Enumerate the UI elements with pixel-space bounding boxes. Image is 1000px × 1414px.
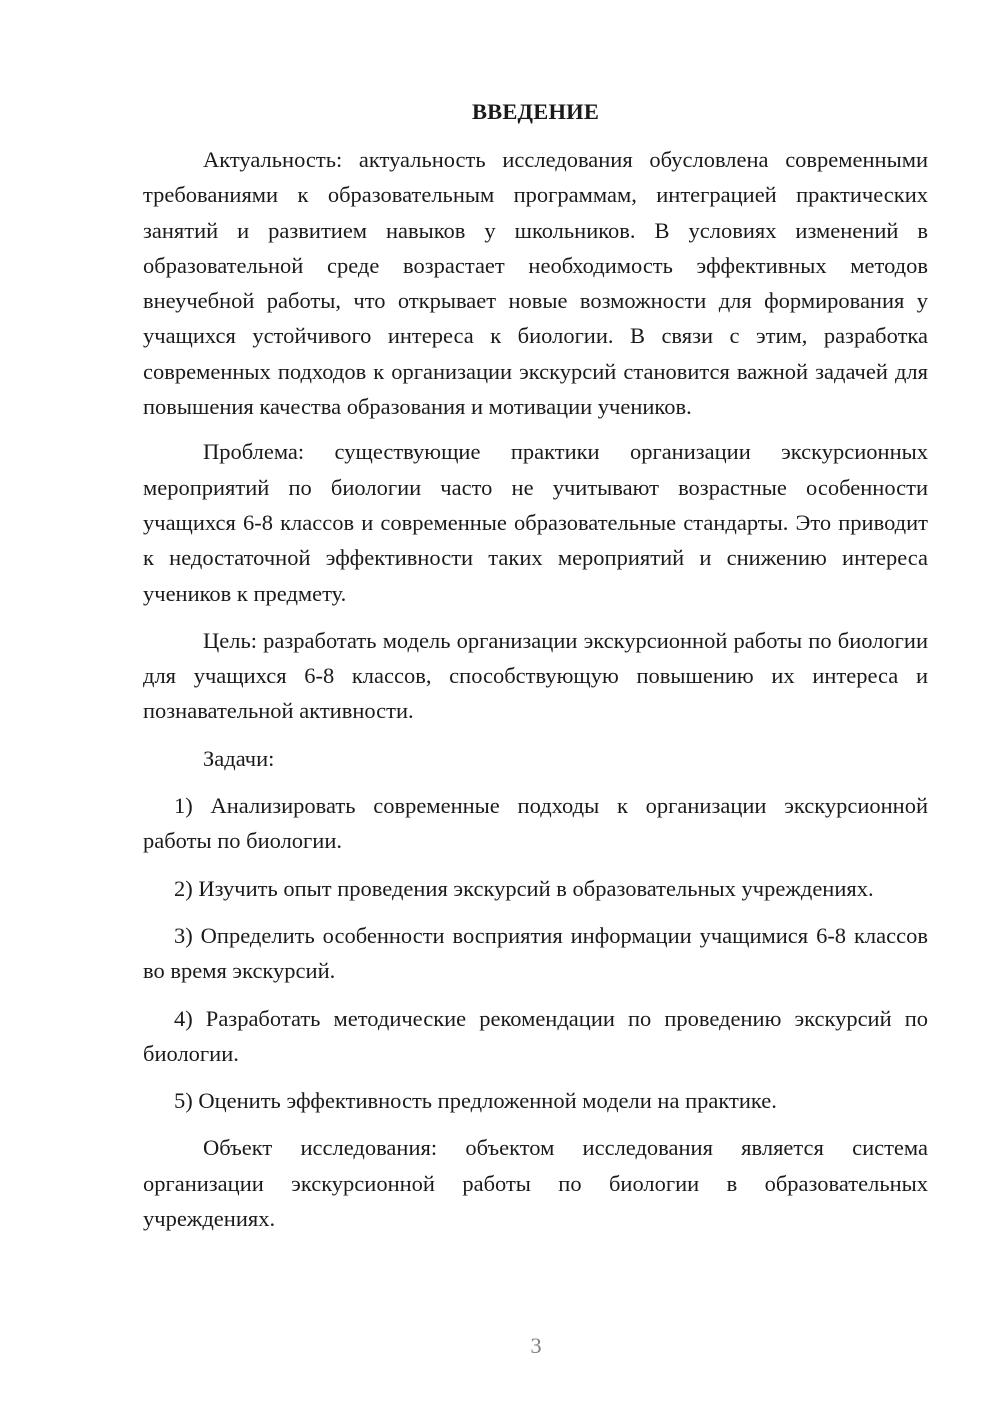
section-heading: ВВЕДЕНИЕ xyxy=(471,99,600,124)
paragraph-goal: Цель: разработать модель организации экскурсионной работы по биологии для учащихся 6-8 классов, способствующую повышению их интереса и познавательной активности. xyxy=(143,627,928,724)
task-item-3: 3) Определить особенности восприятия информации учащимися 6-8 классов во время экскурсий. xyxy=(143,922,928,984)
task-item-2: 2) Изучить опыт проведения экскурсий в образовательных учреждениях. xyxy=(174,875,874,901)
document-page xyxy=(143,94,928,1248)
paragraph-problem: Проблема: существующие практики организации экскурсионных мероприятий по биологии часто не учитывают возрастные особенности учащихся 6-8 классов и современные образовательные стандарты. Это приводит к недостаточной эффективности таких мероприятий и снижению интереса учеников к предмету. xyxy=(143,439,928,606)
paragraph-relevance: Актуальность: актуальность исследования обусловлена современными требованиями к образовательным программам, интеграцией практических занятий и развитием навыков у школьников. В условиях изменений в образовательной среде возрастает необходимость эффективных методов внеучебной работы, что открывает новые возможности для формирования у учащихся устойчивого интереса к биологии. В связи с этим, разработка современных подходов к организации экскурсий становится важной задачей для повышения качества образования и мотивации учеников. xyxy=(143,147,928,420)
paragraph-tasks-label: Задачи: xyxy=(203,745,275,771)
page-number: 3 xyxy=(530,1333,542,1358)
task-item-1: 1) Анализировать современные подходы к организации экскурсионной работы по биологии. xyxy=(143,793,928,854)
task-item-5: 5) Оценить эффективность предложенной модели на практике. xyxy=(174,1088,777,1114)
task-item-4: 4) Разработать методические рекомендации по проведению экскурсий по биологии. xyxy=(143,1005,928,1066)
paragraph-object: Объект исследования: объектом исследования является система организации экскурсионной работы по биологии в образовательных учреждениях. xyxy=(143,1135,928,1232)
